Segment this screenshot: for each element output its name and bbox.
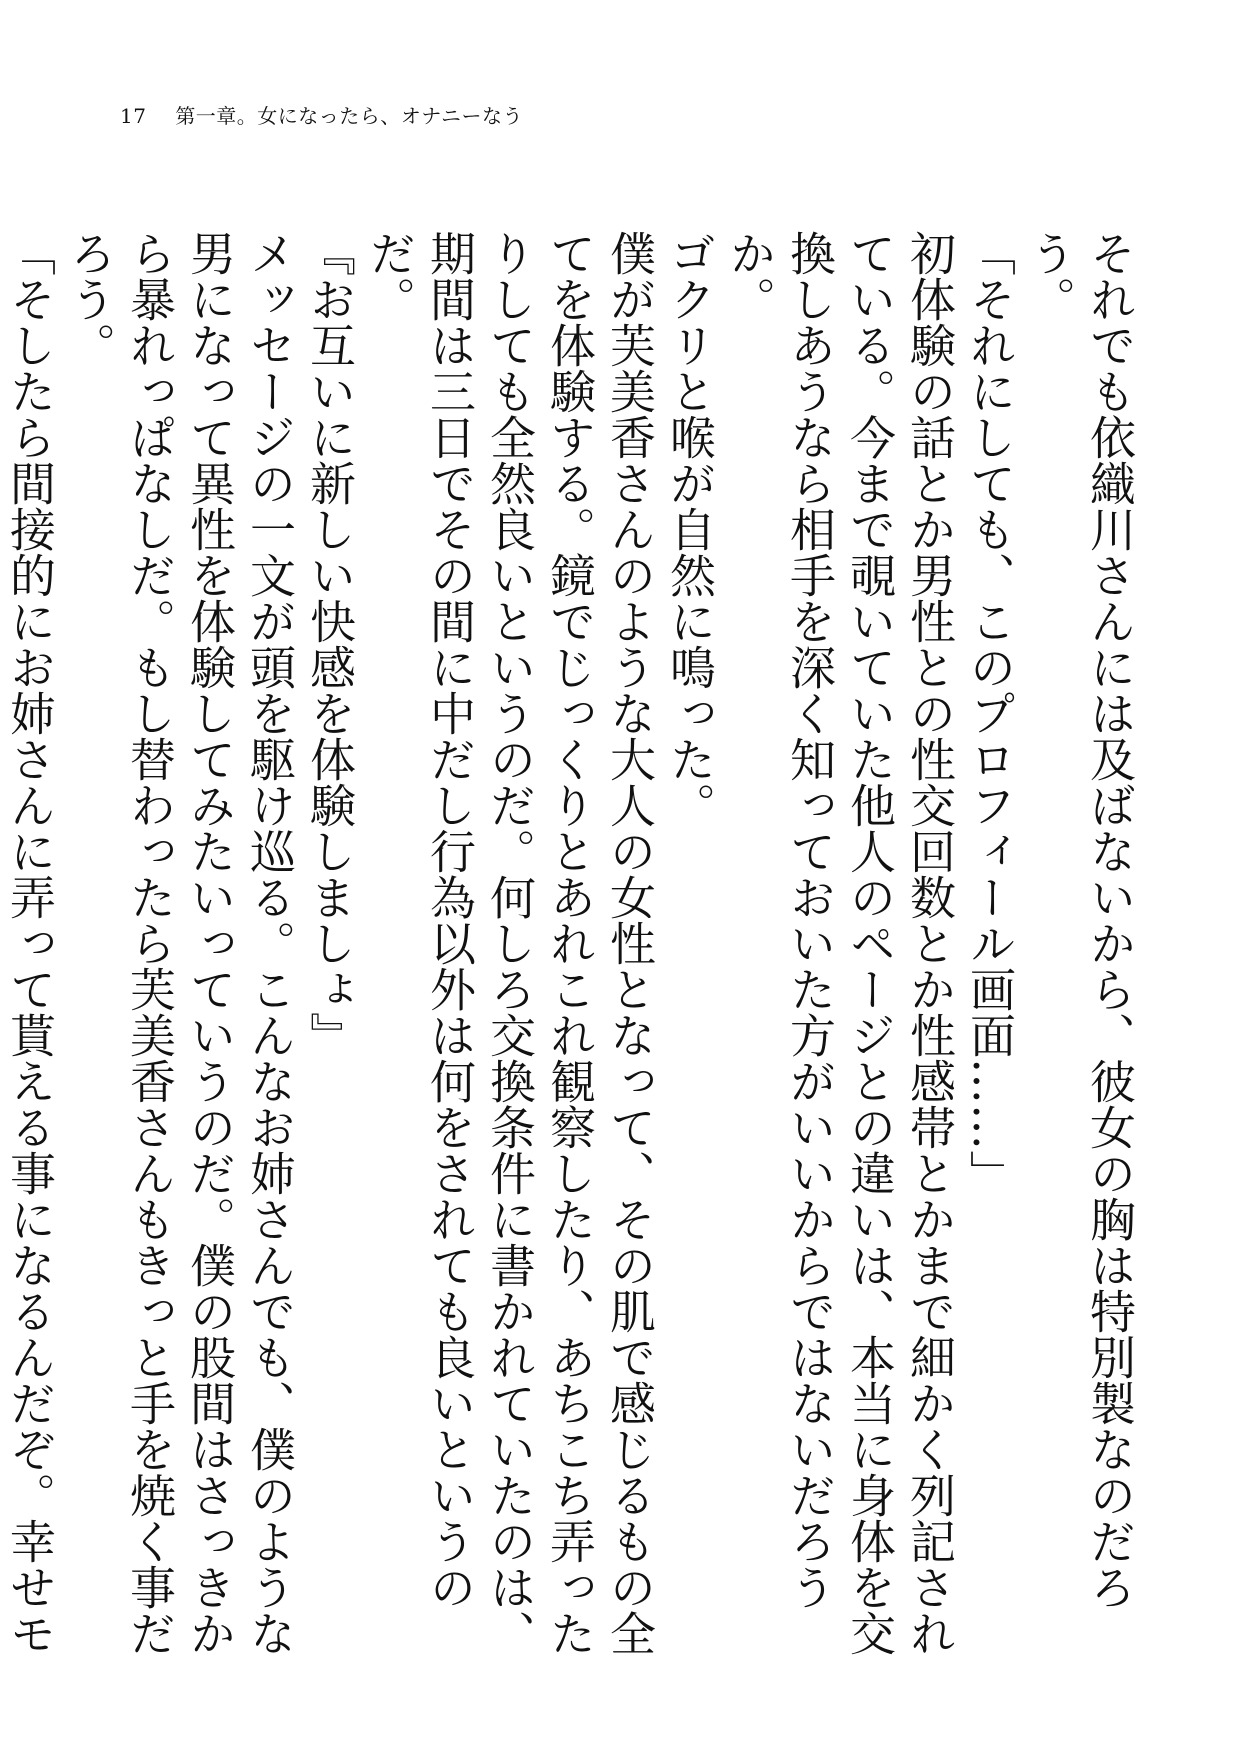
page-number: 17 <box>120 104 147 128</box>
paragraph: メッセージの一文が頭を駆け巡る。こんなお姉さんでも、僕のような男になって異性を体験してみたいっていうのだ。僕の股間はさっきから暴れっぱなしだ。もし替わったら芙美香さんもきっと手を焼く事だろう。 <box>63 230 297 1656</box>
paragraph: 「それにしても、このプロフィール画面……」 <box>963 230 1017 1196</box>
paragraph: 「そしたら間接的にお姉さんに弄って貰える事になるんだぞ。幸せモ <box>3 230 57 1656</box>
paragraph: 僕が芙美香さんのような大人の女性となって、その肌で感じるもの全てを体験する。鏡でじっくりとあれこれ観察したり、あちこち弄ったりしても全然良いというのだ。何しろ交換条件に書かれていたのは、期間は三日でその間に中だし行為以外は何をされても良いというのだ。 <box>363 230 657 1656</box>
paragraph: 初体験の話とか男性との性交回数とか性感帯とかまで細かく列記されている。今まで覗いていた他人のページとの違いは、本当に身体を交換しあうなら相手を深く知っておいた方がいいからではないだろうか。 <box>723 230 957 1656</box>
running-header <box>120 100 523 129</box>
vertical-body-text <box>3 230 1140 1670</box>
paragraph: ゴクリと喉が自然に鳴った。 <box>663 230 717 828</box>
paragraph: 『お互いに新しい快感を体験しましょ』 <box>303 230 357 1058</box>
paragraph: それでも依織川さんには及ばないから、彼女の胸は特別製なのだろう。 <box>1023 230 1137 1610</box>
chapter-title: 第一章。女になったら、オナニーなう <box>175 104 524 128</box>
